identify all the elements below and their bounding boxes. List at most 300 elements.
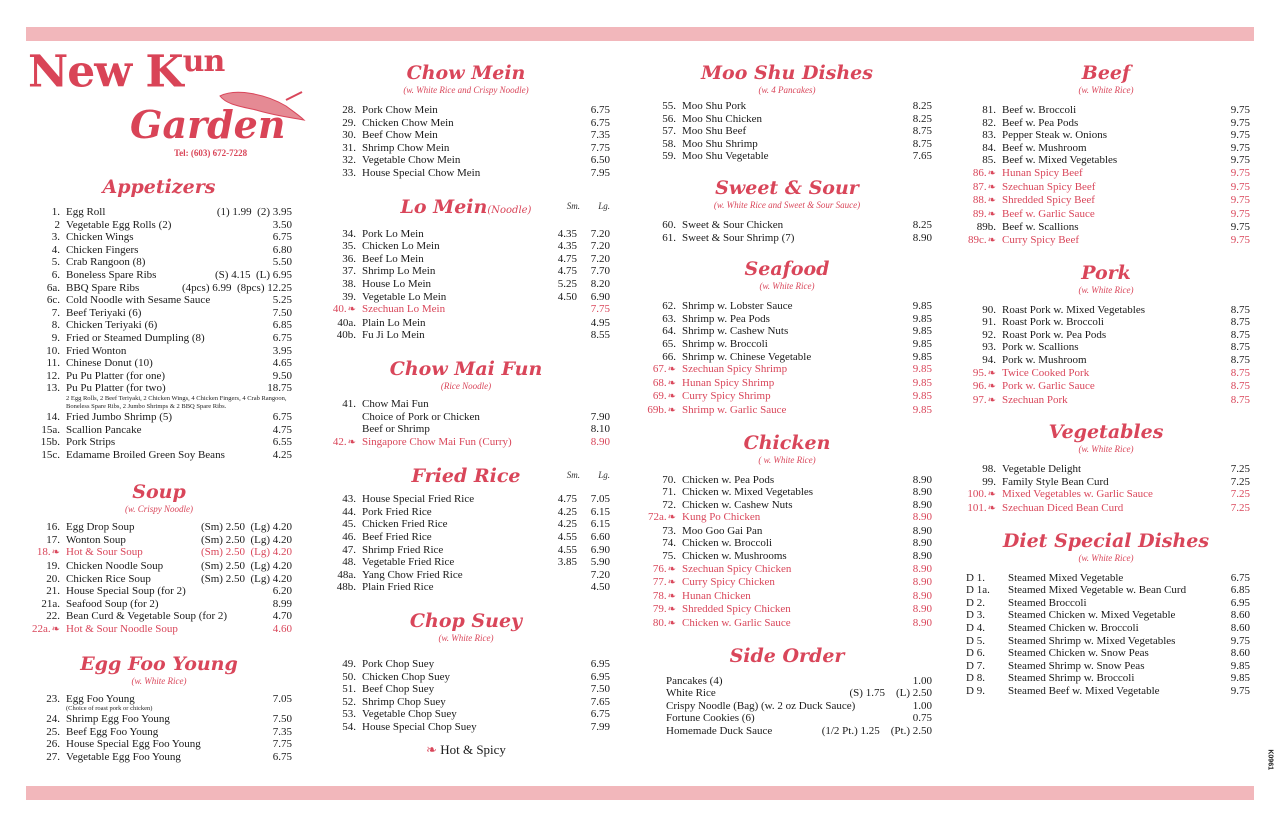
item-number: 6c.: [46, 294, 60, 307]
item-name: Vegetable Chow Mein: [362, 154, 461, 167]
menu-item: [962, 488, 1250, 502]
item-number: 99.: [982, 475, 996, 488]
item-price: 9.75: [1230, 194, 1250, 207]
item-price: 8.75: [1230, 328, 1250, 341]
item-name: Hunan Spicy Beef: [1002, 166, 1083, 179]
menu-item: [26, 219, 292, 232]
menu-item: [26, 738, 292, 751]
menu-item: [26, 411, 292, 424]
menu-item: [26, 269, 292, 282]
item-name: Beef Fried Rice: [362, 531, 432, 544]
item-name: Pork Lo Mein: [362, 227, 424, 240]
menu-item: [322, 436, 610, 450]
item-price: 9.75: [1230, 634, 1250, 647]
section-subtitle: ( w. White Rice): [758, 454, 816, 465]
item-number: 73.: [662, 524, 676, 537]
item-name: Crab Rangoon (8): [66, 256, 146, 269]
section-subtitle: (w. White Rice): [1078, 284, 1134, 295]
menu-item: [962, 609, 1250, 622]
section-subtitle: (Rice Noodle): [440, 380, 492, 391]
item-number: 13.: [46, 382, 60, 395]
hot-spicy-legend: [322, 742, 610, 758]
item-price: 3.85 5.90: [557, 556, 610, 569]
item-name: Vegetable Egg Rolls (2): [66, 218, 172, 231]
item-number: D 3.: [966, 609, 985, 622]
item-price: 6.75: [590, 708, 610, 721]
item-name: Family Style Bean Curd: [1002, 475, 1109, 488]
item-name: Pork w. Scallions: [1002, 341, 1079, 354]
menu-item: [322, 240, 610, 253]
item-name: Beef w. Mixed Vegetables: [1002, 154, 1118, 167]
item-price: 9.75: [1230, 141, 1250, 154]
item-name: Mixed Vegetables w. Garlic Sauce: [1002, 488, 1153, 501]
item-price: (Sm) 2.50 (Lg) 4.20: [200, 533, 292, 546]
item-number: 29.: [342, 116, 356, 129]
item-price: 7.75: [272, 738, 292, 751]
item-number: 52.: [342, 695, 356, 708]
logo-line2: Garden: [130, 102, 286, 147]
item-price: 1.00: [912, 674, 932, 687]
item-price: 6.75: [590, 116, 610, 129]
item-name: Shrimp w. Lobster Sauce: [682, 300, 793, 313]
item-price: 8.90: [912, 589, 932, 602]
item-number: 80. ❧: [642, 617, 682, 631]
item-name: Chicken w. Mushrooms: [682, 550, 787, 563]
item-name: Hot & Sour Noodle Soup: [66, 623, 178, 636]
item-price: (1/2 Pt.) 1.25 (Pt.) 2.50: [821, 725, 932, 737]
menu-item: [322, 658, 610, 671]
menu-item: [962, 584, 1250, 597]
item-number: 5.: [51, 256, 60, 269]
item-name: Yang Chow Fried Rice: [362, 568, 463, 581]
hot-spicy-icon: ❧: [426, 741, 437, 757]
item-price: 6.55: [272, 436, 292, 449]
menu-item: [322, 291, 610, 304]
menu-item: [26, 573, 292, 586]
item-name: Pork Chow Mein: [362, 104, 438, 116]
item-number: 67. ❧: [642, 363, 682, 377]
item-price: 8.90: [912, 473, 932, 486]
item-name: Crispy Noodle (Bag) (w. 2 oz Duck Sauce): [666, 699, 856, 712]
item-price: 8.75: [1230, 393, 1250, 406]
item-number: 22a. ❧: [26, 623, 66, 637]
item-name: Egg Foo Young: [66, 692, 135, 705]
item-number: 50.: [342, 670, 356, 683]
item-name: Beef w. Broccoli: [1002, 104, 1077, 116]
item-price: 5.25 8.20: [557, 277, 610, 290]
item-number: D 5.: [966, 634, 985, 647]
item-number: 1.: [51, 206, 60, 218]
item-price: 6.95: [590, 658, 610, 671]
menu-item: [642, 603, 932, 617]
section-title: Beef: [1081, 62, 1131, 84]
item-number: 64.: [662, 325, 676, 338]
item-price: 4.60: [272, 623, 292, 636]
item-name: Chicken Fried Rice: [362, 518, 448, 531]
item-number: 48a.: [337, 568, 356, 581]
item-price: 9.50: [272, 369, 292, 382]
item-name: Steamed Shrimp w. Snow Peas: [1008, 659, 1145, 672]
menu-item: [642, 150, 932, 163]
menu-item: [26, 449, 292, 462]
item-number: 3.: [51, 231, 60, 244]
item-price: (S) 1.75 (L) 2.50: [849, 687, 932, 700]
item-name: Chicken w. Broccoli: [682, 537, 773, 550]
section-subtitle: (w. White Rice): [438, 633, 494, 644]
menu-item: [26, 610, 292, 623]
item-name: Moo Shu Beef: [682, 125, 747, 138]
item-name: Hunan Spicy Shrimp: [682, 376, 775, 389]
section-title: Sweet & Sour: [715, 176, 859, 199]
item-name: Vegetable Lo Mein: [362, 290, 447, 303]
item-name: Roast Pork w. Broccoli: [1002, 316, 1104, 329]
item-name: Chicken w. Garlic Sauce: [682, 617, 791, 630]
menu-item: [962, 341, 1250, 354]
item-name: Pu Pu Platter (for two): [66, 382, 166, 395]
item-price: 7.05: [272, 692, 292, 705]
menu-item: [26, 345, 292, 358]
print-code: K0961: [1267, 749, 1274, 770]
item-number: 59.: [662, 150, 676, 163]
item-name: Hot & Sour Soup: [66, 546, 143, 559]
item-price: 9.75: [1230, 104, 1250, 116]
item-number: 40. ❧: [322, 303, 362, 317]
menu-item: [642, 712, 932, 725]
item-price: 6.95: [1230, 596, 1250, 609]
menu-item: [962, 234, 1250, 248]
menu-item: [322, 493, 610, 506]
item-name: Szechuan Spicy Shrimp: [682, 363, 788, 376]
item-name: Boneless Spare Ribs: [66, 268, 157, 281]
menu-item: [26, 693, 292, 706]
item-name: Fried or Steamed Dumpling (8): [66, 331, 205, 344]
menu-item: [322, 303, 610, 317]
item-name: Pork Chop Suey: [362, 658, 435, 671]
item-name: Shredded Spicy Beef: [1002, 194, 1095, 207]
item-price: 9.75: [1230, 685, 1250, 697]
item-name: Chicken w. Mixed Vegetables: [682, 486, 814, 499]
item-price: 4.25 6.15: [557, 518, 610, 531]
item-number: 51.: [342, 683, 356, 696]
item-number: 17.: [46, 533, 60, 546]
menu-item: [962, 354, 1250, 367]
menu-item: [962, 367, 1250, 381]
menu-item: [962, 104, 1250, 117]
item-name: Steamed Broccoli: [1008, 596, 1087, 609]
menu-item: [322, 253, 610, 266]
menu-item: [642, 499, 932, 512]
item-number: 100. ❧: [962, 488, 1002, 502]
item-name: Fortune Cookies (6): [666, 712, 755, 725]
section-title-suffix: (Noodle): [487, 204, 532, 216]
item-number: 70.: [662, 473, 676, 486]
item-number: 4.: [51, 243, 60, 256]
item-number: 26.: [46, 738, 60, 751]
item-name: Shredded Spicy Chicken: [682, 603, 791, 616]
item-price: 9.85: [912, 403, 932, 416]
item-number: 71.: [662, 486, 676, 499]
item-price: 8.60: [1230, 647, 1250, 660]
item-number: 45.: [342, 518, 356, 531]
menu-item: [642, 325, 932, 338]
menu-item: [962, 316, 1250, 329]
menu-item: [322, 411, 610, 424]
menu-item: [26, 206, 292, 219]
item-name: Homemade Duck Sauce: [666, 725, 773, 737]
item-number: 46.: [342, 531, 356, 544]
item-price: 4.75 7.20: [557, 252, 610, 265]
section-title: Pork: [1081, 261, 1131, 284]
item-name: Shrimp Chow Mein: [362, 141, 450, 154]
item-name: Beef Egg Foo Young: [66, 725, 159, 738]
item-number: 35.: [342, 240, 356, 253]
section-title: Vegetables: [1048, 421, 1164, 444]
item-price: (1) 1.99 (2) 3.95: [216, 206, 292, 218]
menu-item: [642, 300, 932, 313]
menu-item: [322, 228, 610, 241]
menu-item: [322, 708, 610, 721]
menu-item: [642, 700, 932, 713]
menu-item: [322, 329, 610, 342]
item-number: 11.: [46, 357, 60, 370]
item-number: 12.: [46, 369, 60, 382]
item-number: 9.: [51, 331, 60, 344]
item-number: 89. ❧: [962, 208, 1002, 222]
item-price: 8.75: [1230, 380, 1250, 393]
section-pork: [962, 262, 1250, 408]
item-number: 78. ❧: [642, 590, 682, 604]
item-number: 7.: [51, 306, 60, 319]
item-price: 8.90: [912, 617, 932, 630]
item-name: Beef Chow Mein: [362, 129, 438, 142]
item-number: 77. ❧: [642, 576, 682, 590]
item-number: 32.: [342, 154, 356, 167]
size-small-label: Sm.: [566, 200, 580, 211]
item-name: Fried Wonton: [66, 344, 127, 357]
menu-item: [962, 154, 1250, 167]
item-number: 82.: [982, 116, 996, 129]
menu-item: [322, 167, 610, 180]
item-name: Egg Drop Soup: [66, 521, 135, 534]
logo-line1-sup: un: [182, 44, 225, 79]
item-number: 27.: [46, 751, 60, 763]
item-name: Kung Po Chicken: [682, 511, 761, 524]
item-price: 9.85: [912, 390, 932, 403]
item-number: 15b.: [40, 436, 60, 449]
menu-item: [962, 304, 1250, 317]
menu-item: [26, 244, 292, 257]
item-number: 14.: [46, 410, 60, 423]
item-number: 28.: [342, 104, 356, 116]
item-price: (Sm) 2.50 (Lg) 4.20: [200, 546, 292, 559]
size-large-label: Lg.: [598, 470, 610, 481]
menu-item: [26, 382, 292, 395]
item-price: 8.60: [1230, 609, 1250, 622]
item-number: 41.: [342, 397, 356, 410]
item-price: 9.85: [912, 363, 932, 376]
item-number: D 9.: [966, 685, 985, 697]
item-name: Moo Shu Pork: [682, 100, 747, 112]
item-name: Roast Pork w. Mixed Vegetables: [1002, 303, 1145, 316]
menu-item: [26, 436, 292, 449]
item-name: Beef w. Garlic Sauce: [1002, 207, 1095, 220]
menu-item: [26, 282, 292, 295]
menu-item: [642, 125, 932, 138]
item-number: 33.: [342, 166, 356, 179]
item-number: 56.: [662, 112, 676, 125]
item-name: Bean Curd & Vegetable Soup (for 2): [66, 610, 228, 623]
item-number: 57.: [662, 125, 676, 138]
menu-item: [962, 660, 1250, 673]
item-name: Vegetable Fried Rice: [362, 556, 455, 569]
item-price: 8.90: [912, 511, 932, 524]
item-name: Moo Shu Chicken: [682, 112, 763, 125]
item-name: Steamed Mixed Vegetable w. Bean Curd: [1008, 584, 1187, 597]
menu-item: [642, 590, 932, 604]
item-price: 8.75: [1230, 303, 1250, 316]
item-name: Beef w. Mushroom: [1002, 141, 1087, 154]
item-price: 9.85: [1230, 672, 1250, 685]
item-number: 96. ❧: [962, 380, 1002, 394]
menu-item: [642, 563, 932, 577]
section-subtitle: (w. 4 Pancakes): [758, 85, 816, 95]
section-subtitle: (w. White Rice): [1078, 552, 1134, 563]
item-number: 91.: [982, 316, 996, 329]
item-price: 7.25: [1230, 463, 1250, 476]
item-price: (Sm) 2.50 (Lg) 4.20: [200, 521, 292, 534]
menu-item: [642, 390, 932, 404]
item-name: Edamame Broiled Green Soy Beans: [66, 448, 225, 461]
section-title: Chow Mein: [406, 62, 526, 84]
item-number: 55.: [662, 100, 676, 112]
item-name: Beef w. Pea Pods: [1002, 116, 1079, 129]
menu-item: [642, 232, 932, 245]
section-fried-rice: [322, 465, 610, 594]
item-number: 6.: [51, 268, 60, 281]
menu-item: [962, 329, 1250, 342]
section-title: Diet Special Dishes: [1002, 529, 1210, 552]
item-number: 30.: [342, 129, 356, 142]
section-subtitle: (w. White Rice): [759, 281, 815, 292]
item-number: 81.: [982, 104, 996, 116]
item-number: 93.: [982, 341, 996, 354]
item-name: Szechuan Lo Mein: [362, 303, 446, 316]
item-name: House Special Soup (for 2): [66, 585, 186, 598]
item-number: 44.: [342, 505, 356, 518]
menu-item: [322, 556, 610, 569]
item-number: 53.: [342, 708, 356, 721]
menu-item: [962, 672, 1250, 685]
menu-item: [962, 129, 1250, 142]
menu-item: [26, 332, 292, 345]
item-number: 25.: [46, 725, 60, 738]
item-name: Vegetable Egg Foo Young: [66, 751, 181, 763]
section-subtitle: (w. White Rice): [131, 675, 187, 686]
section-seafood: [642, 258, 932, 417]
item-price: 9.75: [1230, 166, 1250, 179]
menu-item: [322, 104, 610, 117]
item-name: Vegetable Delight: [1002, 463, 1082, 476]
item-name: Chicken Chop Suey: [362, 670, 450, 683]
item-price: 1.00: [912, 699, 932, 712]
section-title: Side Order: [729, 644, 845, 667]
item-price: 4.55 6.90: [557, 543, 610, 556]
item-name: Sweet & Sour Chicken: [682, 218, 784, 231]
menu-item: [642, 113, 932, 126]
item-name: Egg Roll: [66, 206, 106, 218]
item-price: 8.75: [912, 137, 932, 150]
menu-item: [962, 476, 1250, 489]
column-2: [322, 62, 610, 758]
item-price: 6.50: [590, 154, 610, 167]
menu-item: [322, 569, 610, 582]
item-name: Pork Fried Rice: [362, 505, 432, 518]
menu-item: [962, 221, 1250, 234]
item-number: 69b. ❧: [642, 404, 682, 418]
section-egg-foo-young: [26, 653, 292, 764]
menu-item: [962, 647, 1250, 660]
item-price: 8.10: [590, 423, 610, 436]
item-name: Steamed Chicken w. Snow Peas: [1008, 647, 1149, 660]
item-number: 63.: [662, 312, 676, 325]
item-price: 8.90: [912, 524, 932, 537]
item-number: 2: [54, 218, 60, 231]
section-beef: [962, 62, 1250, 248]
item-number: 43.: [342, 493, 356, 506]
item-price: 7.50: [272, 713, 292, 726]
item-price: 8.90: [912, 498, 932, 511]
item-price: 9.75: [1230, 116, 1250, 129]
section-chow-mai-fun: [322, 358, 610, 449]
item-price: (Sm) 2.50 (Lg) 4.20: [200, 572, 292, 585]
section-appetizers: [26, 176, 292, 461]
item-name: Szechuan Diced Bean Curd: [1002, 502, 1124, 515]
item-number: 40b.: [336, 329, 356, 342]
item-name: Curry Spicy Chicken: [682, 576, 775, 589]
menu-item: [642, 725, 932, 738]
item-price: 7.25: [1230, 488, 1250, 501]
item-price: 6.85: [272, 319, 292, 332]
section-soup: [26, 481, 292, 636]
item-name: Seafood Soup (for 2): [66, 597, 159, 610]
section-chow-mein: [322, 62, 610, 180]
section-title: Chow Mai Fun: [389, 357, 543, 380]
item-name: Curry Spicy Beef: [1002, 233, 1079, 246]
item-price: 4.35 7.20: [557, 227, 610, 240]
menu-item: [26, 319, 292, 332]
item-name: Shrimp Egg Foo Young: [66, 713, 170, 726]
item-number: 88. ❧: [962, 194, 1002, 208]
item-price: 3.95: [272, 344, 292, 357]
item-price: 8.25: [912, 112, 932, 125]
item-number: 79. ❧: [642, 603, 682, 617]
item-price: 8.25: [912, 218, 932, 231]
item-number: 83.: [982, 129, 996, 142]
section-subtitle: (w. White Rice and Sweet & Sour Sauce): [713, 199, 861, 210]
size-large-label: Lg.: [598, 200, 610, 211]
item-price: 7.75: [590, 303, 610, 316]
menu-item: [322, 683, 610, 696]
menu-item: [962, 685, 1250, 698]
menu-item: [26, 521, 292, 534]
item-price: 0.75: [912, 712, 932, 725]
item-price: 9.85: [912, 312, 932, 325]
menu-item: [26, 585, 292, 598]
item-price: 7.90: [590, 410, 610, 423]
section-chicken: [642, 432, 932, 631]
menu-item: [322, 581, 610, 594]
item-number: 31.: [342, 141, 356, 154]
